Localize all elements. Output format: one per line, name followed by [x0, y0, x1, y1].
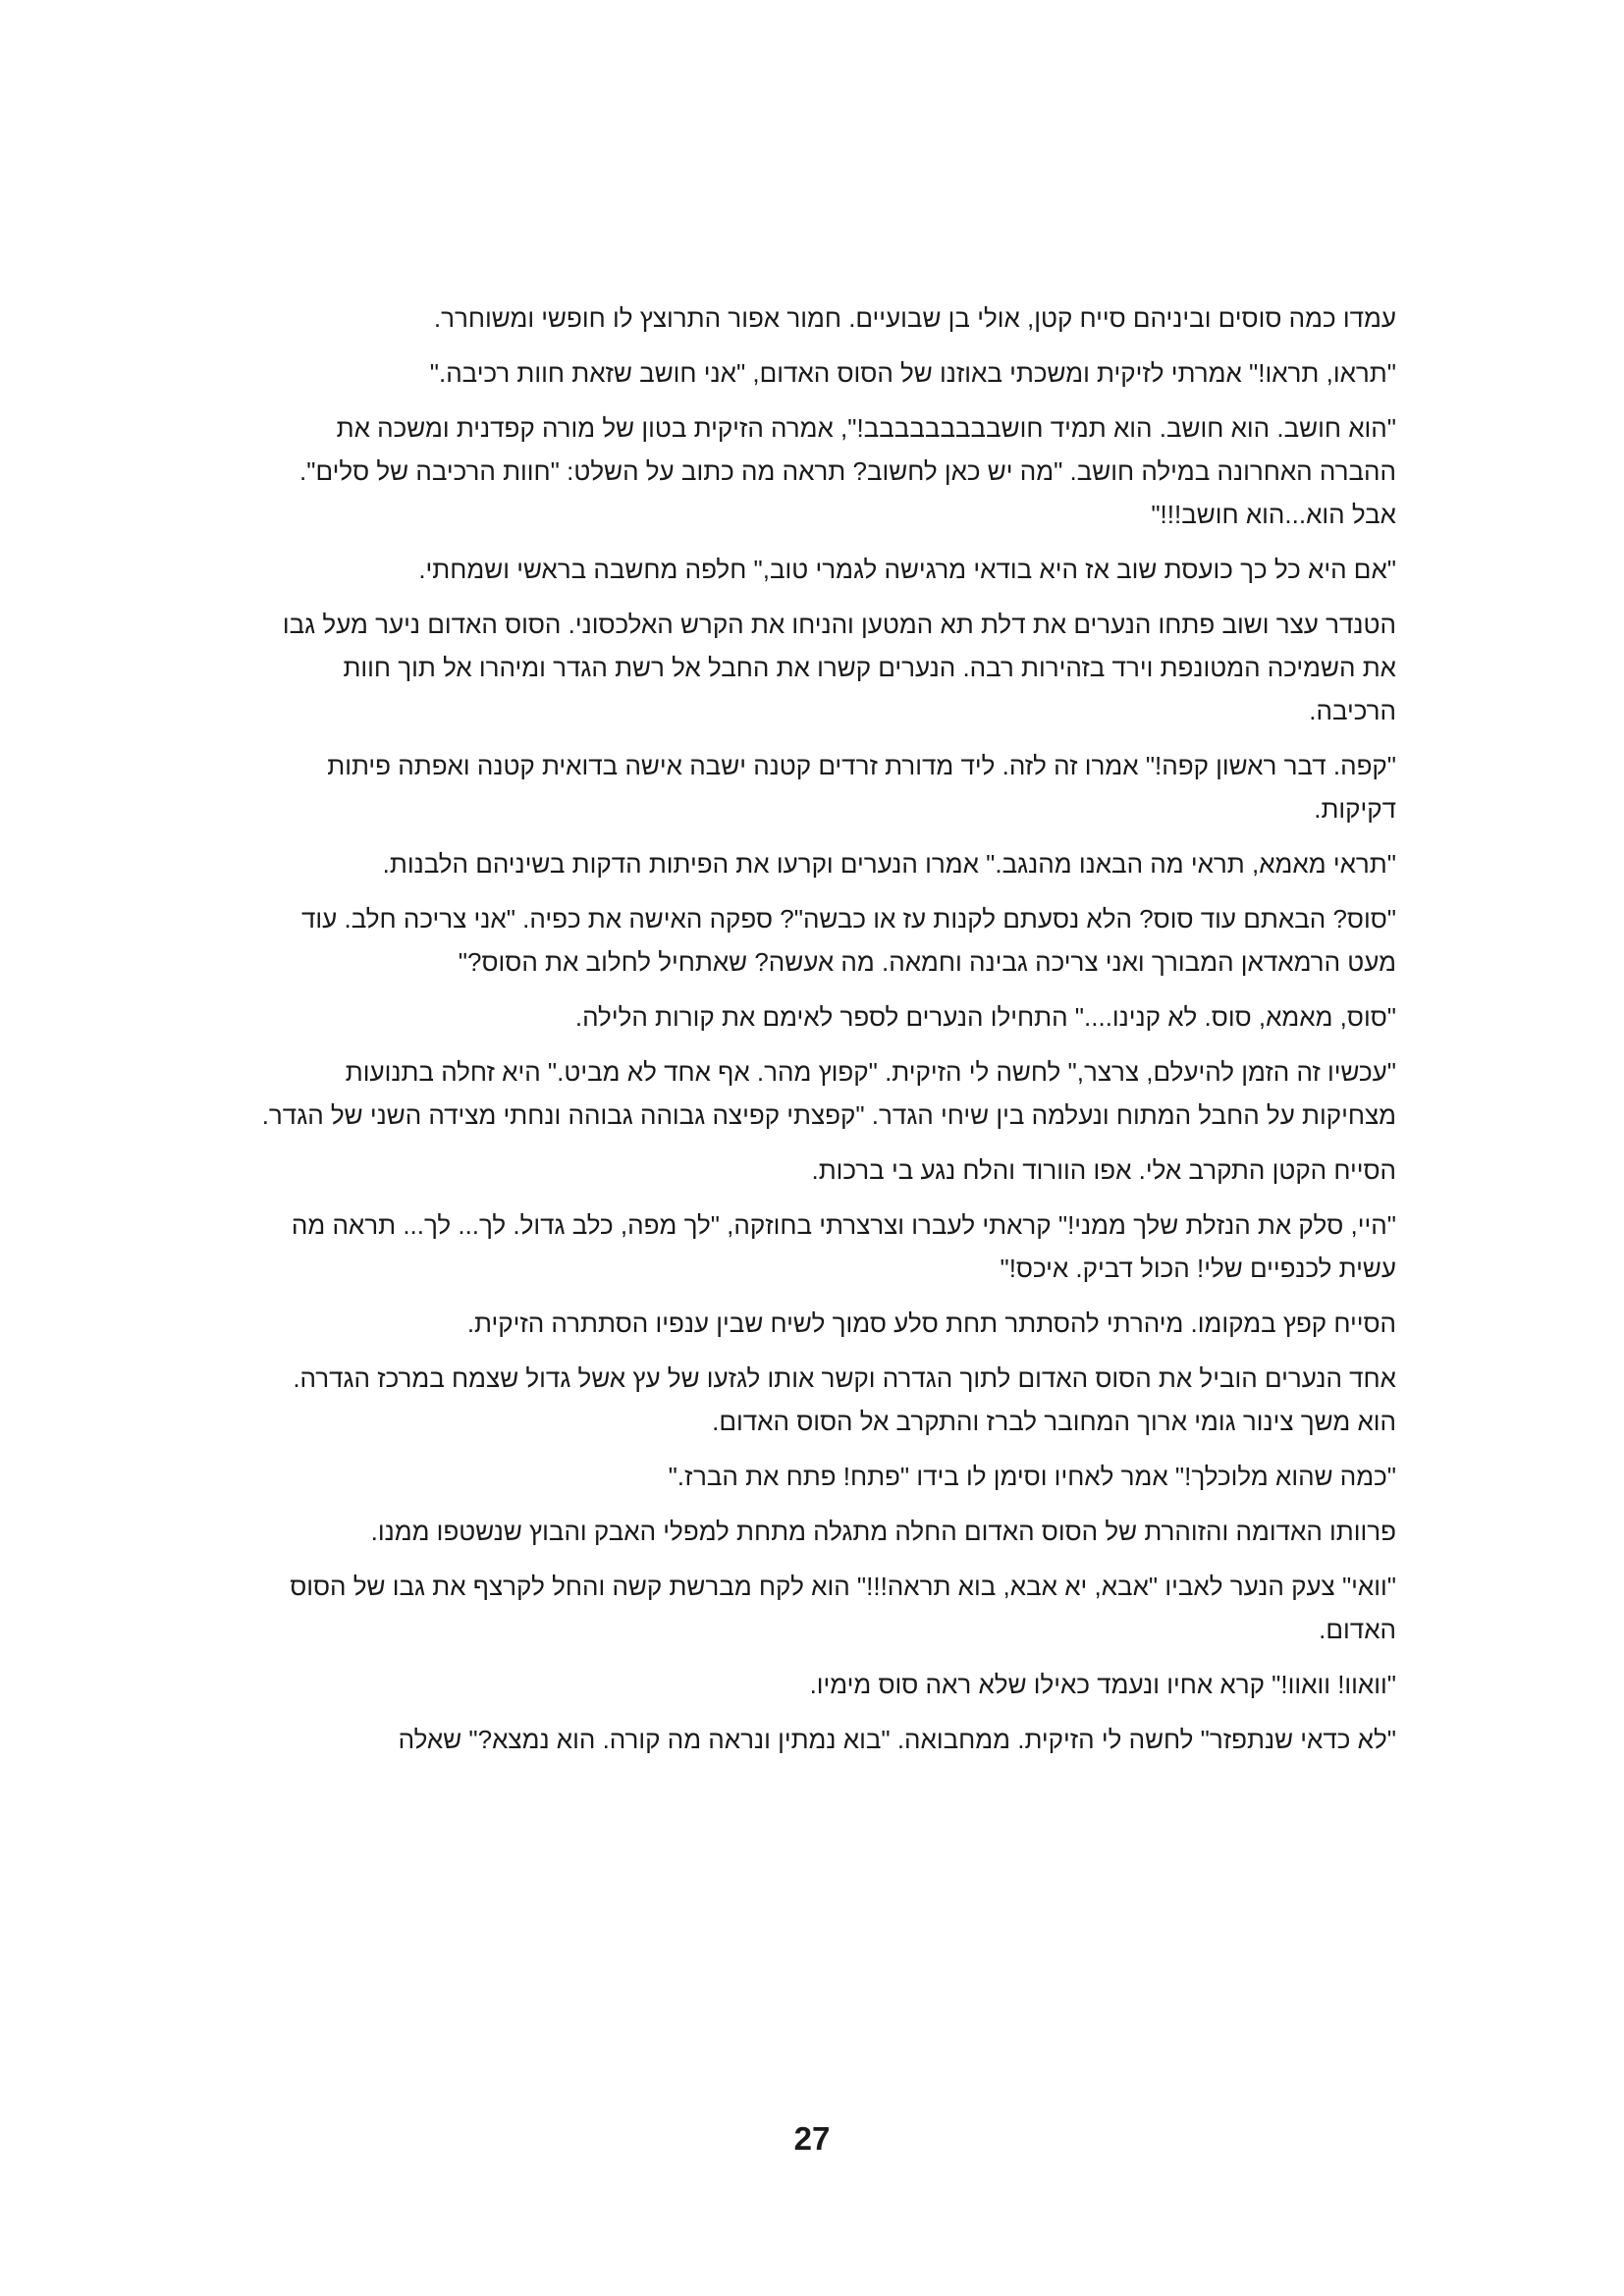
paragraph: אחד הנערים הוביל את הסוס האדום לתוך הגדרה וקשר אותו לגזעו של עץ אשל גדול שצמח במרכז הגדרה. הוא משך צינור גומי ארוך המחובר לברז והתקרב אל הסוס האדום.: [293, 1363, 1396, 1436]
paragraph: "עכשיו זה הזמן להיעלם, צרצר," לחשה לי הזיקית. "קפוץ מהר. אף אחד לא מביט." היא זחלה בתנועות מצחיקות על החבל המתוח ונעלמה בין שיחי הגדר. "קפצתי קפיצה גבוהה גבוהה ונחתי מצידה השני של הגדר.: [261, 1057, 1396, 1130]
paragraph: פרוותו האדומה והזוהרת של הסוס האדום החלה מתגלה מתחת למפלי האבק והבוץ שנשטפו ממנו.: [370, 1517, 1396, 1546]
paragraph: עמדו כמה סוסים וביניהם סייח קטן, אולי בן שבועיים. חמור אפור התרוצץ לו חופשי ומשוחרר.: [433, 303, 1396, 333]
paragraph: "היי, סלק את הנזלת שלך ממני!" קראתי לעברו וצרצרתי בחוזקה, "לך מפה, כלב גדול. לך... לך... תראה מה עשית לכנפיים שלי! הכול דביק. איכס!": [291, 1210, 1396, 1283]
paragraph: "סוס? הבאתם עוד סוס? הלא נסעתם לקנות עז או כבשה"? ספקה האישה את כפיה. "אני צריכה חלב. עוד מעט הרמאדאן המבורך ואני צריכה גבינה וחמאה. מה אעשה? שאתחיל לחלוב את הסוס?": [300, 904, 1396, 977]
paragraph: "תראי מאמא, תראי מה הבאנו מהנגב." אמרו הנערים וקרעו את הפיתות הדקות בשיניהם הלבנות.: [382, 849, 1396, 879]
page-number: 27: [793, 2120, 831, 2157]
paragraph: "סוס, מאמא, סוס. לא קנינו...." התחילו הנערים לספר לאימם את קורות הלילה.: [574, 1002, 1396, 1032]
paragraph: הטנדר עצר ושוב פתחו הנערים את דלת תא המטען והניחו את הקרש האלכסוני. הסוס האדום ניער מעל גבו את השמיכה המטונפת וירד בזהירות רבה. הנערים קשרו את החבל אל רשת הגדר ומיהרו אל תוך חוות הרכיבה.: [282, 610, 1396, 725]
paragraph: "וואוו! וואוו!" קרא אחיו ונעמד כאילו שלא ראה סוס מימיו.: [809, 1670, 1396, 1699]
paragraph: "קפה. דבר ראשון קפה!" אמרו זה לזה. ליד מדורת זרדים קטנה ישבה אישה בדואית קטנה ואפתה פיתות דקיקות.: [327, 751, 1396, 824]
paragraph: "כמה שהוא מלוכלך!" אמר לאחיו וסימן לו בידו "פתח! פתח את הברז.": [668, 1462, 1396, 1491]
paragraph: "אם היא כל כך כועסת שוב אז היא בודאי מרגישה לגמרי טוב," חלפה מחשבה בראשי ושמחתי.: [418, 555, 1396, 584]
paragraph: הסייח קפץ במקומו. מיהרתי להסתתר תחת סלע סמוך לשיח שבין ענפיו הסתתרה הזיקית.: [466, 1308, 1396, 1338]
story-text: [257, 296, 1396, 1773]
paragraph: הסייח הקטן התקרב אלי. אפו הוורוד והלח נגע בי ברכות.: [811, 1155, 1396, 1185]
paragraph: "לא כדאי שנתפזר" לחשה לי הזיקית. ממחבואה. "בוא נמתין ונראה מה קורה. הוא נמצא?" שאלה: [398, 1725, 1396, 1754]
paragraph: "הוא חושב. הוא חושב. הוא תמיד חושבבבבבבבבב!", אמרה הזיקית בטון של מורה קפדנית ומשכה את ההברה האחרונה במילה חושב. "מה יש כאן לחשוב? תראה מה כתוב על השלט: "חוות הרכיבה של סלים". אבל הוא...הוא חושב!!!": [299, 413, 1396, 529]
paragraph: "וואי" צעק הנער לאביו "אבא, יא אבא, בוא תראה!!!" הוא לקח מברשת קשה והחל לקרצף את גבו של הסוס האדום.: [290, 1572, 1396, 1644]
paragraph: "תראו, תראו!" אמרתי לזיקית ומשכתי באוזנו של הסוס האדום, "אני חושב שזאת חוות רכיבה.": [429, 358, 1396, 388]
